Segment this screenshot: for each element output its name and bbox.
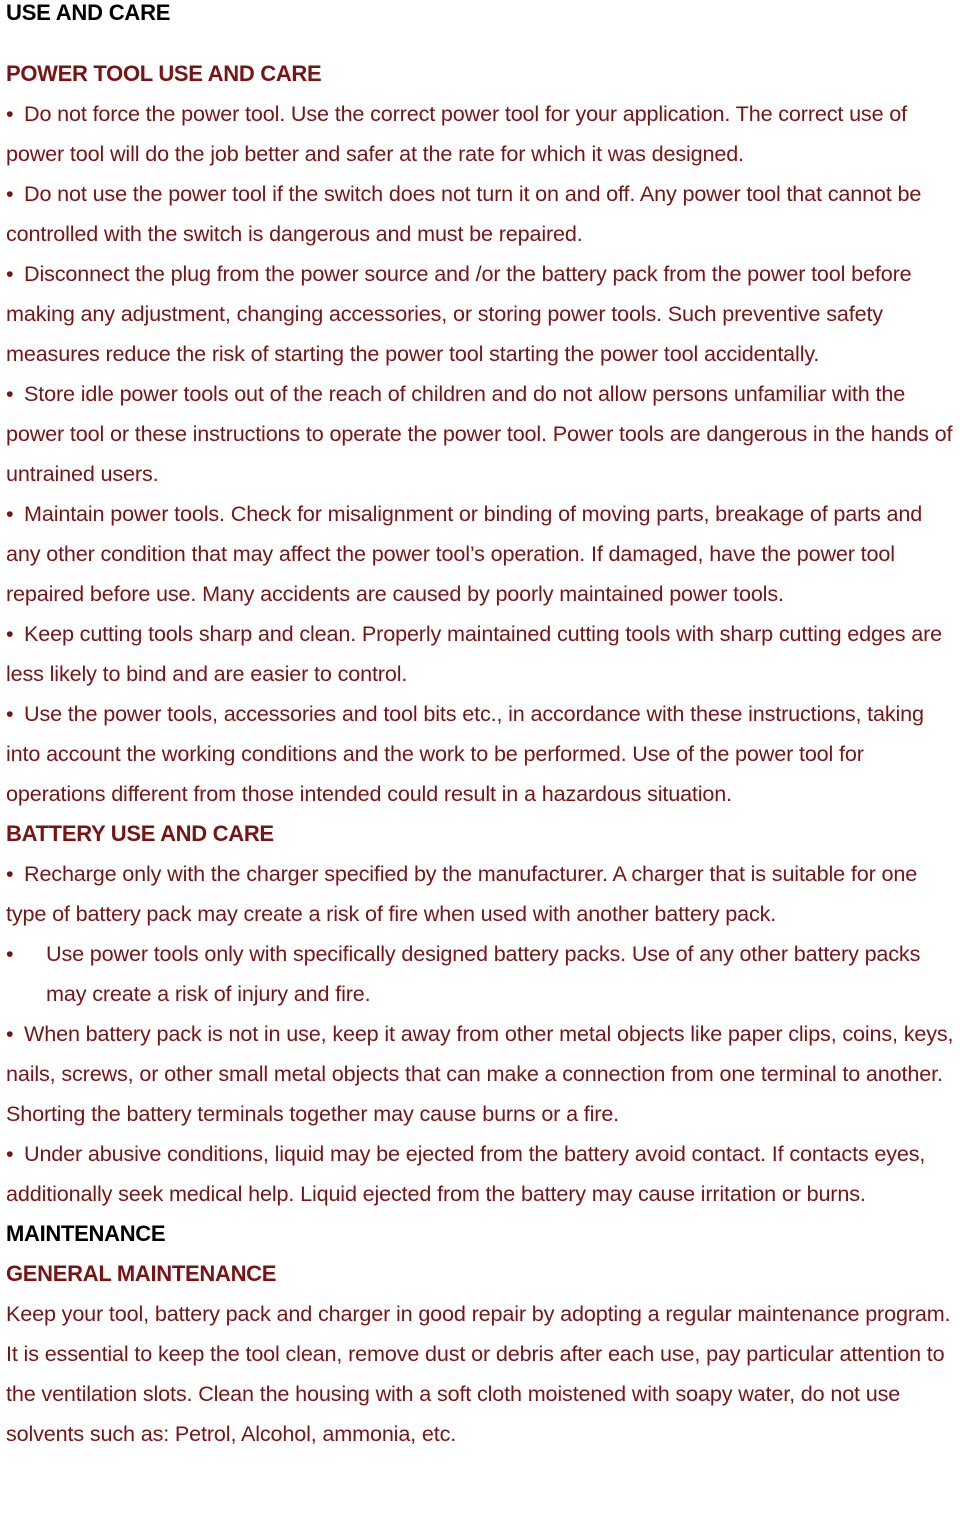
list-item-text: Keep cutting tools sharp and clean. Properly maintained cutting tools with sharp cutting edges are less likely to bind and are easier to control. [6, 621, 942, 686]
list-item [6, 854, 960, 934]
list-item-text: Use power tools only with specifically designed battery packs. Use of any other battery packs may create a risk of injury and fire. [46, 941, 921, 1006]
maintenance-paragraph: Keep your tool, battery pack and charger in good repair by adopting a regular maintenance program. [6, 1301, 951, 1326]
list-item-text: When battery pack is not in use, keep it away from other metal objects like paper clips, coins, keys, nails, screws, or other small metal objects that can make a connection from one terminal to another. Shorting the battery terminals together may cause burns or a fire. [6, 1021, 954, 1126]
bullet-icon: • [6, 381, 14, 406]
list-item [6, 1134, 960, 1214]
bullet-icon: • [6, 941, 14, 966]
title-spacer [6, 40, 960, 54]
list-item [6, 174, 960, 254]
list-item-text: Use the power tools, accessories and tool bits etc., in accordance with these instructions, taking into account the working conditions and the work to be performed. Use of the power tool for operations different from those intended could result in a hazardous situation. [6, 701, 924, 806]
bullet-icon: • [6, 501, 14, 526]
list-item [6, 614, 960, 694]
document-page [6, 0, 960, 1454]
list-item-text: Maintain power tools. Check for misalignment or binding of moving parts, breakage of parts and any other condition that may affect the power tool’s operation. If damaged, have the power tool repaired before use. Many accidents are caused by poorly maintained power tools. [6, 501, 923, 606]
maintenance-paragraph: It is essential to keep the tool clean, remove dust or debris after each use, pay particular attention to the ventilation slots. Clean the housing with a soft cloth moistened with soapy water, do not use solvents such as: Petrol, Alcohol, ammonia, etc. [6, 1341, 945, 1446]
list-item-text: Recharge only with the charger specified by the manufacturer. A charger that is suitable for one type of battery pack may create a risk of fire when used with another battery pack. [6, 861, 918, 926]
page-title: USE AND CARE [6, 0, 171, 25]
list-item [6, 1014, 960, 1134]
bullet-icon: • [6, 101, 14, 126]
bullet-icon: • [6, 261, 14, 286]
list-item [6, 374, 960, 494]
bullet-icon: • [6, 621, 14, 646]
list-item [6, 934, 960, 1014]
list-item [6, 494, 960, 614]
list-item-text: Under abusive conditions, liquid may be ejected from the battery avoid contact. If contacts eyes, additionally seek medical help. Liquid ejected from the battery may cause irritation or burns. [6, 1141, 926, 1206]
list-item-text: Store idle power tools out of the reach of children and do not allow persons unfamiliar with the power tool or these instructions to operate the power tool. Power tools are dangerous in the hands of untrained users. [6, 381, 953, 486]
bullet-icon: • [6, 701, 14, 726]
list-item-text: Do not use the power tool if the switch does not turn it on and off. Any power tool that cannot be controlled with the switch is dangerous and must be repaired. [6, 181, 922, 246]
list-item [6, 694, 960, 814]
list-item-text: Do not force the power tool. Use the correct power tool for your application. The correct use of power tool will do the job better and safer at the rate for which it was designed. [6, 101, 907, 166]
list-item-text: Disconnect the plug from the power source and /or the battery pack from the power tool before making any adjustment, changing accessories, or storing power tools. Such preventive safety measures reduce the risk of starting the power tool starting the power tool accidentally. [6, 261, 912, 366]
bullet-icon: • [6, 181, 14, 206]
list-item [6, 254, 960, 374]
bullet-icon: • [6, 1141, 14, 1166]
bullet-icon: • [6, 1021, 14, 1046]
section-heading-battery: BATTERY USE AND CARE [6, 821, 274, 846]
maintenance-heading: MAINTENANCE [6, 1221, 166, 1246]
section-heading-power-tool: POWER TOOL USE AND CARE [6, 61, 322, 86]
bullet-icon: • [6, 861, 14, 886]
list-item [6, 94, 960, 174]
general-maintenance-heading: GENERAL MAINTENANCE [6, 1261, 277, 1286]
